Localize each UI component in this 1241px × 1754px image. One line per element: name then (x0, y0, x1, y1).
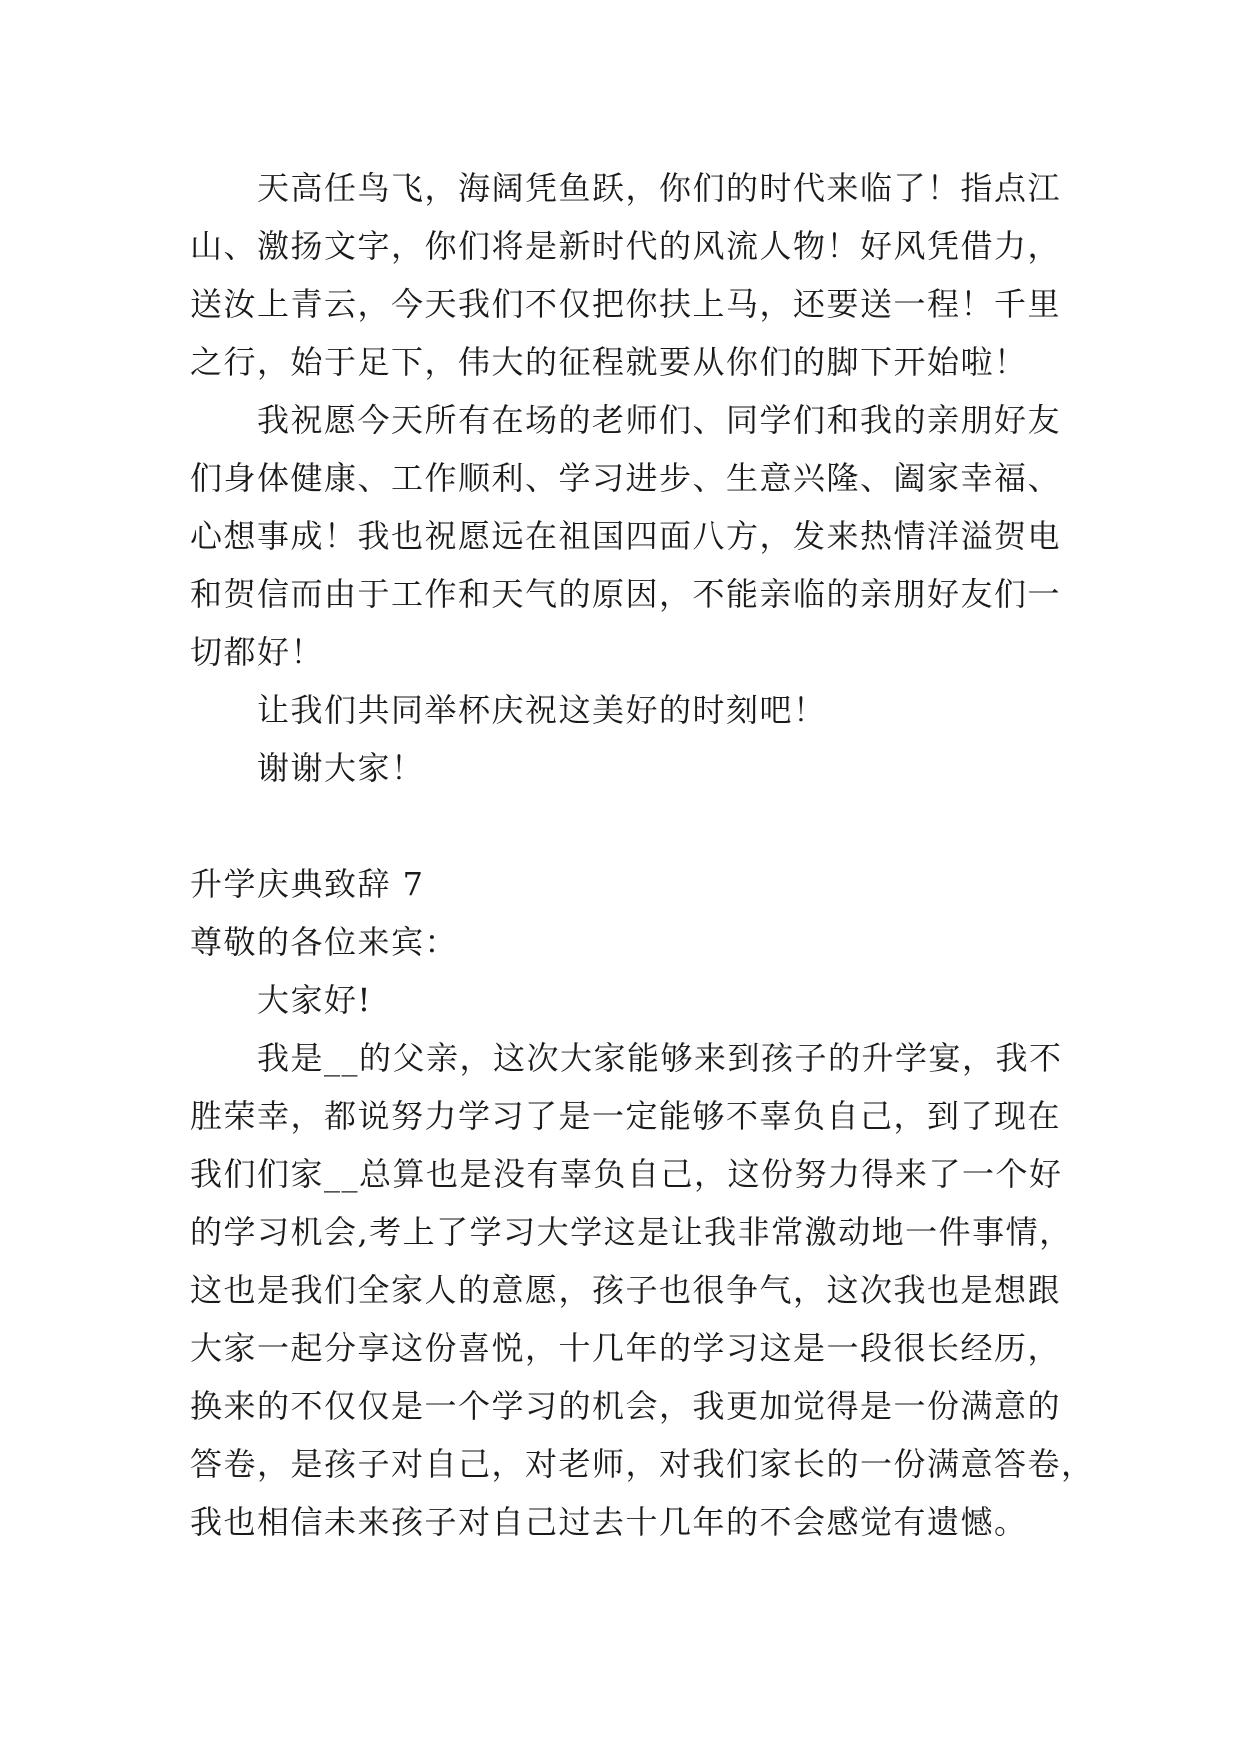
paragraph-line: 我是__的父亲，这次大家能够来到孩子的升学宴，我不 (257, 1039, 1063, 1077)
paragraph-line: 和贺信而由于工作和天气的原因，不能亲临的亲朋好友们一 (190, 575, 1062, 613)
paragraph-line: 我祝愿今天所有在场的老师们、同学们和我的亲朋好友 (257, 401, 1062, 439)
paragraph-line: 让我们共同举杯庆祝这美好的时刻吧！ (257, 691, 827, 729)
paragraph-line: 谢谢大家！ (257, 749, 425, 787)
paragraph-line: 们身体健康、工作顺利、学习进步、生意兴隆、阖家幸福、 (190, 459, 1062, 497)
salutation: 尊敬的各位来宾： (190, 923, 459, 961)
paragraph-line: 大家一起分享这份喜悦，十几年的学习这是一段很长经历， (190, 1329, 1062, 1367)
paragraph-line: 答卷，是孩子对自己，对老师，对我们家长的一份满意答卷， (190, 1445, 1095, 1483)
paragraph-line: 心想事成！我也祝愿远在祖国四面八方，发来热情洋溢贺电 (190, 517, 1062, 555)
paragraph-line: 之行，始于足下，伟大的征程就要从你们的脚下开始啦！ (190, 343, 1028, 381)
paragraph-line: 这也是我们全家人的意愿，孩子也很争气，这次我也是想跟 (190, 1271, 1062, 1309)
paragraph-line: 切都好！ (190, 633, 325, 671)
paragraph-line: 送汝上青云，今天我们不仅把你扶上马，还要送一程！千里 (190, 285, 1062, 323)
paragraph-line: 山、激扬文字，你们将是新时代的风流人物！好风凭借力， (190, 227, 1062, 265)
paragraph-line: 天高任鸟飞，海阔凭鱼跃，你们的时代来临了！指点江 (257, 169, 1062, 207)
section-title: 升学庆典致辞 7 (190, 865, 425, 903)
paragraph-line: 我也相信未来孩子对自己过去十几年的不会感觉有遗憾。 (190, 1503, 1028, 1541)
paragraph-line: 胜荣幸，都说努力学习了是一定能够不辜负自己，到了现在 (190, 1097, 1062, 1135)
paragraph-line: 换来的不仅仅是一个学习的机会，我更加觉得是一份满意的 (190, 1387, 1062, 1425)
greeting: 大家好! (257, 981, 372, 1019)
paragraph-line: 我们们家__总算也是没有辜负自己，这份努力得来了一个好 (190, 1155, 1063, 1193)
paragraph-line: 的学习机会,考上了学习大学这是让我非常激动地一件事情， (190, 1213, 1073, 1251)
